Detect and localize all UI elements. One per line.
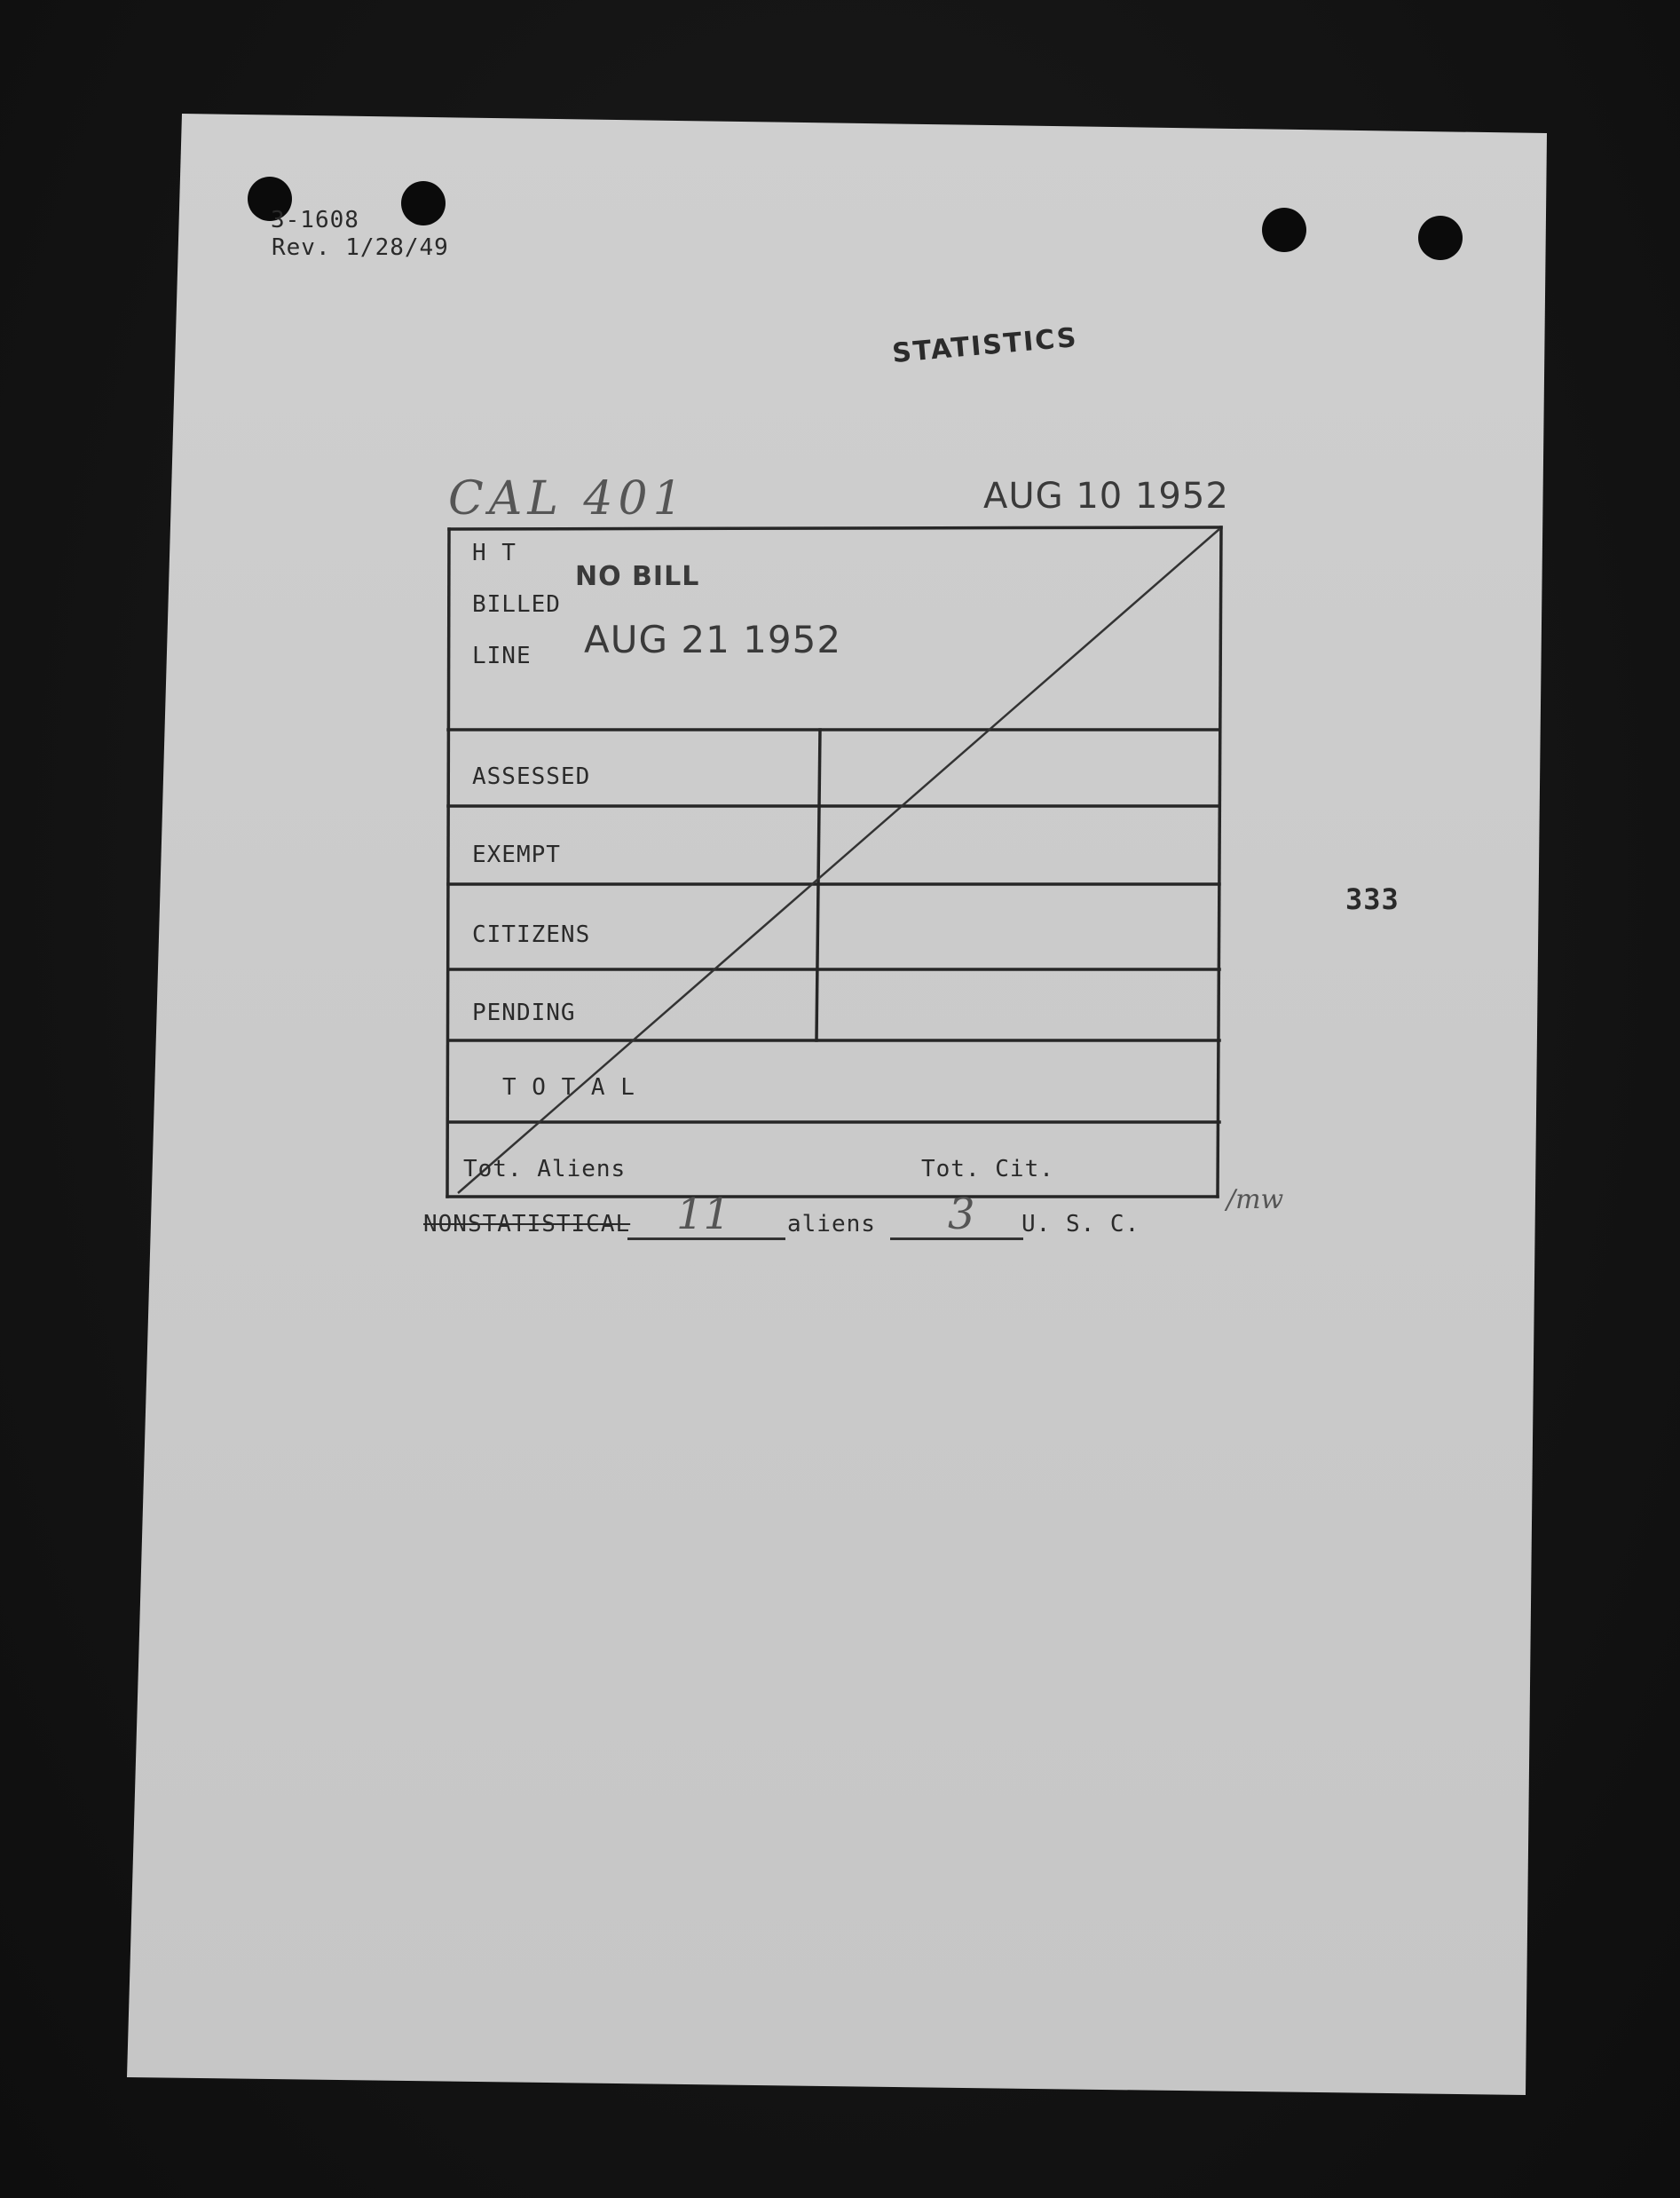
no-bill-stamp: NO BILL: [575, 561, 700, 592]
punch-hole-right-1: [1262, 208, 1306, 252]
nonstatistical-aliens-value: 11: [676, 1190, 731, 1239]
initials: /mw: [1226, 1184, 1284, 1215]
punch-hole-left-2: [401, 181, 446, 225]
label-line: LINE: [472, 643, 532, 669]
row-label-citizens: CITIZENS: [472, 921, 591, 948]
label-ht: H T: [472, 540, 517, 566]
usc-label: U. S. C.: [1021, 1211, 1140, 1237]
statistics-form-box: [446, 526, 1223, 1198]
row-label-assessed: ASSESSED: [472, 763, 591, 790]
calendar-reference: CAL 401: [448, 472, 688, 526]
form-revision: Rev. 1/28/49: [272, 234, 449, 261]
form-number: 3-1608: [271, 207, 359, 233]
billed-date-stamp: AUG 21 1952: [584, 618, 842, 661]
tot-aliens-label: Tot. Aliens: [463, 1156, 627, 1182]
row-label-pending: PENDING: [472, 1000, 576, 1026]
tot-cit-label: Tot. Cit.: [921, 1156, 1054, 1182]
statistics-heading: STATISTICS: [890, 321, 1079, 370]
label-billed: BILLED: [472, 591, 561, 618]
row-label-exempt: EXEMPT: [472, 842, 561, 868]
nonstatistical-label: NONSTATISTICAL: [423, 1211, 631, 1237]
aliens-label: aliens: [787, 1211, 876, 1237]
total-label: T O T A L: [502, 1074, 635, 1101]
punch-hole-right-2: [1418, 216, 1463, 260]
margin-number: 333: [1345, 882, 1400, 916]
nonstatistical-usc-value: 3: [948, 1190, 975, 1239]
received-date-stamp: AUG 10 1952: [983, 476, 1229, 517]
